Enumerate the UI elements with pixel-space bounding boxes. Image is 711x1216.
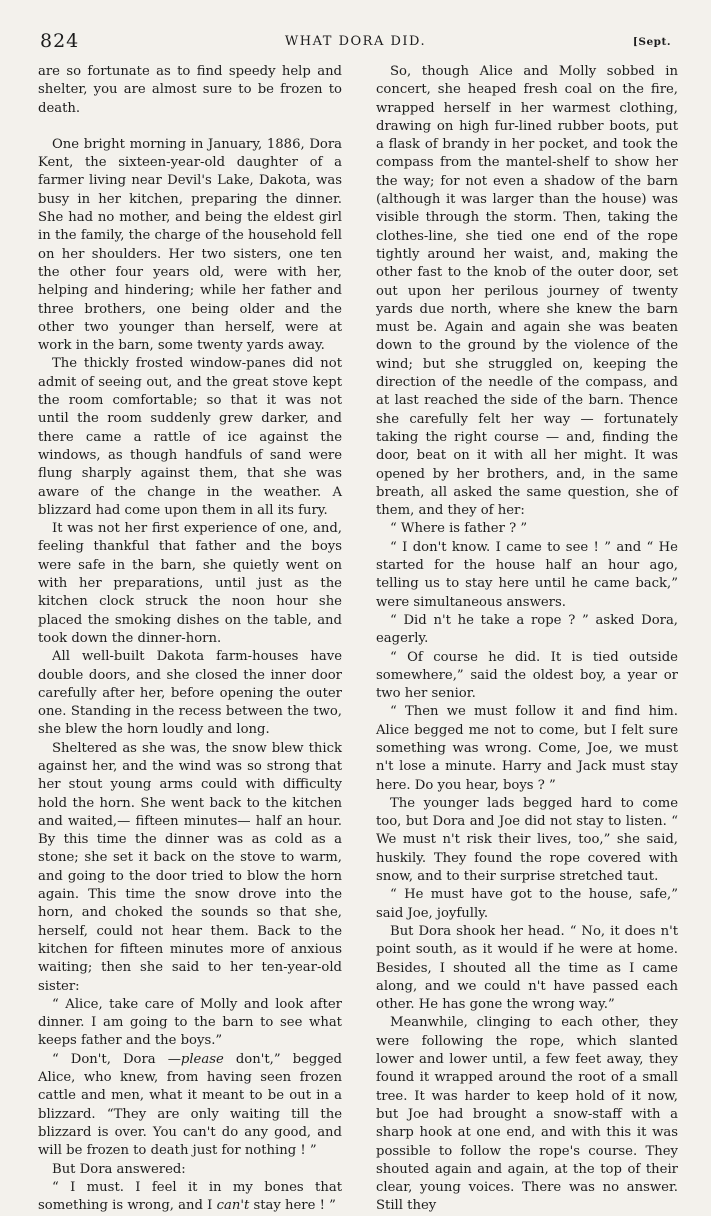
paragraph: But Dora answered: [52, 1161, 186, 1177]
paragraph: “ Of course he did. It is tied outside somewhere,” said the oldest boy, a year or two her senior. [376, 649, 678, 702]
paragraph: “ Where is father ? ” [390, 521, 528, 537]
paragraph: The younger lads begged hard to come too, but Dora and Joe did not stay to listen. “ We must n't risk their lives, too,” she said, huskily. They found the rope covered with snow, and to their surprise stretched taut. [376, 795, 678, 885]
month-label: [Sept. [632, 36, 671, 48]
text-run: “ I must. I feel it in my bones that something is wrong, and I [38, 1179, 342, 1214]
paragraph: The thickly frosted window-panes did not admit of seeing out, and the great stove kept the room comfortable; so that it was not until the room suddenly grew darker, and there came a rattle of ice against the windows, as though handfuls of sand were flung sharply against them, that she was aware of the change in the weather. A blizzard had come upon them in all its fury. [38, 356, 342, 518]
emphasis: can't [216, 1198, 250, 1214]
paragraph: But Dora shook her head. “ No, it does n't point south, as it would if he were at home. Besides, I shouted all the time as I came along, and we could n't have passed each other. He has gone the wrong way.” [376, 923, 678, 1013]
paragraph: “ Alice, take care of Molly and look after dinner. I am going to the barn to see what keeps father and the boys.” [38, 996, 342, 1049]
paragraph: “ Then we must follow it and find him. Alice begged me not to come, but I felt sure something was wrong. Come, Joe, we must n't lose a minute. Harry and Jack must stay here. Do you hear, boys ? ” [376, 704, 678, 793]
text-run: stay here ! ” [249, 1198, 336, 1214]
running-title: WHAT DORA DID. [284, 34, 427, 49]
paragraph: It was not her first experience of one, and, feeling thankful that father and the boys were safe in the barn, she quietly went on with her preparations, until just as the kitchen clock struck the noon hour she placed the smoking dishes on the table, and took down the dinner-horn. [38, 521, 342, 646]
text-run: “ Don't, Dora — [52, 1051, 181, 1067]
paragraph: “ Did n't he take a rope ? ” asked Dora, eagerly. [376, 612, 678, 647]
paragraph: Sheltered as she was, the snow blew thick against her, and the wind was so strong that her stout young arms could with difficulty hold the horn. She went back to the kitchen and waited,— fifteen minutes— half an hour. By this time the dinner was as cold as a stone; she set it back on the stove to warm, and going to the door tried to blow the horn again. This time the snow drove into the horn, and choked the sounds so that she, herself, could not hear them. Back to the kitchen for fifteen minutes more of anxious waiting; then she said to her ten-year-old sister: [38, 740, 342, 994]
page-header [40, 30, 671, 58]
paragraph: “ He must have got to the house, safe,” said Joe, joyfully. [376, 887, 678, 921]
paragraph: All well-built Dakota farm-houses have double doors, and she closed the inner door carefully after her, before opening the outer one. Standing in the recess between the two, she blew the horn loudly and long. [38, 649, 342, 738]
paragraph: are so fortunate as to find speedy help and shelter, you are almost sure to be frozen to death. [38, 64, 342, 116]
paragraph: One bright morning in January, 1886, Dora Kent, the sixteen-year-old daughter of a farmer living near Devil's Lake, Dakota, was busy in her kitchen, preparing the dinner. She had no mother, and being the eldest girl in the family, the charge of the household fell on her shoulders. Her two sisters, one ten the other four years old, were with her, helping and hindering; while her father and three brothers, one being older and the other two younger than herself, were at work in the barn, some twenty yards away. [38, 136, 342, 354]
paragraph: “ I don't know. I came to see ! ” and “ He started for the house half an hour ago, telling us to stay here until he came back,” were simultaneous answers. [376, 539, 678, 610]
paragraph: Meanwhile, clinging to each other, they were following the rope, which slanted lower and lower until, a few feet away, they found it wrapped around the root of a small tree. It was harder to keep hold of it now, but Joe had brought a snow-staff with a sharp hook at one end, and with this it was possible to follow the rope's course. They shouted again and again, at the top of their clear, young voices. There was no answer. Still they [376, 1015, 678, 1214]
left-column [38, 63, 342, 1215]
page-number: 824 [40, 30, 80, 52]
paragraph: So, though Alice and Molly sobbed in concert, she heaped fresh coal on the fire, wrapped herself in her warmest clothing, drawing on high fur-lined rubber boots, put a flask of brandy in her pocket, and took the compass from the mantel-shelf to show her the way; for not even a shadow of the barn (although it was larger than the house) was visible through the storm. Then, taking the clothes-line, she tied one end of the rope tightly around her waist, and, making the other fast to the knob of the outer door, set out upon her perilous journey of twenty yards due north, where she knew the barn must be. Again and again she was beaten down to the ground by the violence of the wind; but she struggled on, keeping the direction of the needle of the compass, and at last reached the side of the barn. Thence she carefully felt her way — fortunately taking the right course — and, finding the door, beat on it with all her might. It was opened by her brothers, and, in the same breath, all asked the same question, she of them, and they of her: [376, 64, 678, 519]
right-column [376, 63, 678, 1216]
emphasis: please [180, 1051, 224, 1067]
paragraph [38, 1051, 342, 1161]
text-run: don't,” begged Alice, who knew, from having seen frozen cattle and men, what it meant to be out in a blizzard. “They are only waiting till the blizzard is over. You can't do any good, and will be frozen to death just for nothing ! ” [38, 1051, 343, 1159]
paragraph [38, 1179, 342, 1216]
